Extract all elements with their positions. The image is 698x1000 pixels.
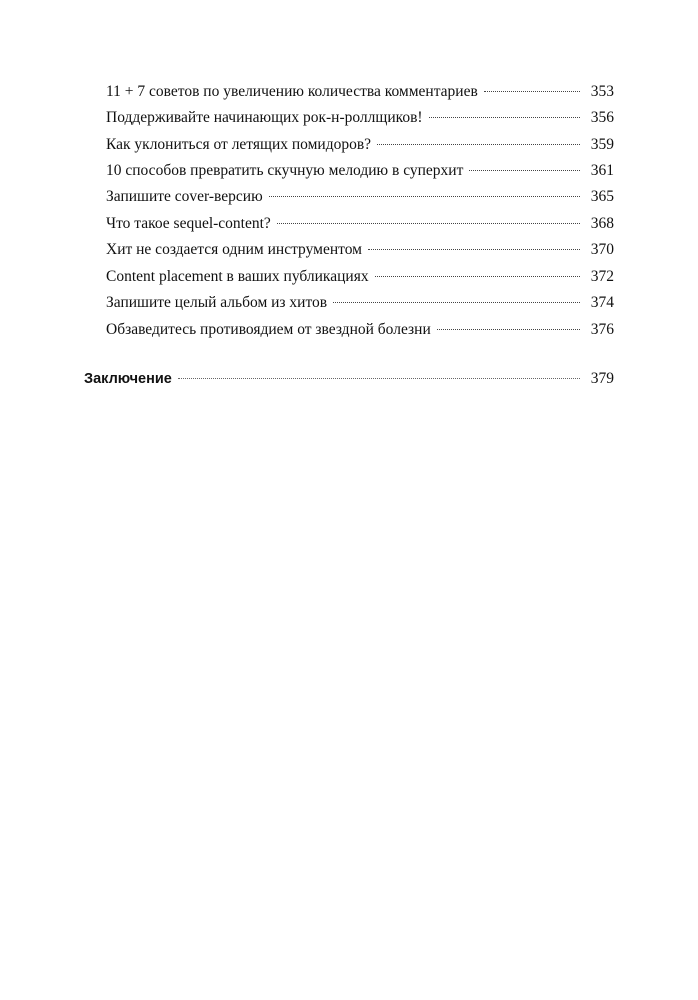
toc-entry-page: 365 — [590, 188, 614, 205]
toc-entry-title: 11 + 7 советов по увеличению количества комментариев — [106, 83, 478, 100]
toc-entry-conclusion[interactable] — [84, 367, 614, 391]
toc-entry[interactable] — [106, 318, 614, 342]
toc-entry-title: Заключение — [84, 371, 172, 387]
dot-leader — [368, 249, 580, 250]
toc-entry[interactable] — [106, 291, 614, 315]
toc-entry-page: 361 — [590, 162, 614, 179]
toc-entry-title: Хит не создается одним инструментом — [106, 241, 362, 258]
dot-leader — [469, 170, 580, 171]
toc-entry-title: Запишите целый альбом из хитов — [106, 294, 328, 311]
dot-leader — [429, 117, 580, 118]
toc-entry[interactable] — [106, 80, 614, 104]
toc-entry-title: Обзаведитесь противоядием от звездной болезни — [106, 321, 431, 338]
dot-leader — [437, 329, 580, 330]
dot-leader — [269, 196, 580, 197]
toc-entry[interactable] — [106, 159, 614, 183]
dot-leader — [484, 91, 580, 92]
toc-entry-page: 353 — [590, 83, 614, 100]
toc-entry-title: 10 способов превратить скучную мелодию в суперхит — [106, 162, 464, 179]
toc-entry-title: Что такое sequel-content? — [106, 215, 271, 232]
dot-leader — [277, 223, 580, 224]
toc-entry[interactable] — [106, 133, 614, 157]
toc-entry-page: 372 — [590, 268, 614, 285]
toc-entry-page: 359 — [590, 136, 614, 153]
toc-entry-title: Поддерживайте начинающих рок-н-роллщиков! — [106, 109, 423, 126]
dot-leader — [333, 302, 580, 303]
toc-entry-title: Запишите cover-версию — [106, 188, 263, 205]
toc-entry[interactable] — [106, 265, 614, 289]
toc-entry[interactable] — [106, 238, 614, 262]
toc-entry-page: 370 — [590, 241, 614, 258]
dot-leader — [375, 276, 580, 277]
toc-entry-title: Content placement в ваших публикациях — [106, 268, 369, 285]
toc-entry-title: Как уклониться от летящих помидоров? — [106, 136, 372, 153]
toc-entry-page: 379 — [590, 370, 614, 387]
dot-leader — [178, 378, 580, 379]
toc-entry[interactable] — [106, 106, 614, 130]
toc-entry[interactable] — [106, 212, 614, 236]
dot-leader — [377, 144, 580, 145]
toc-entry-page: 374 — [590, 294, 614, 311]
toc-entry-page: 376 — [590, 321, 614, 338]
toc-entry-page: 368 — [590, 215, 614, 232]
toc-entry[interactable] — [106, 185, 614, 209]
toc-entry-page: 356 — [590, 109, 614, 126]
